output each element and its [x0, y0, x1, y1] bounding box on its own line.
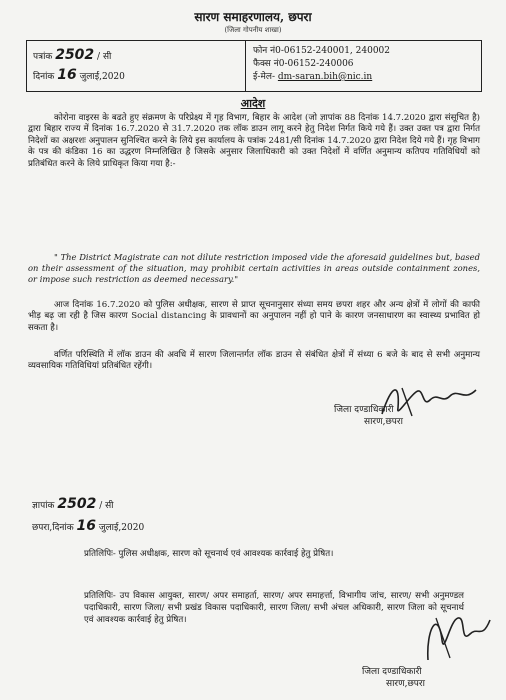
- signatory-title-2: जिला दण्डाधिकारी: [362, 667, 422, 677]
- fax-number: फैक्स नं0-06152-240006: [253, 59, 354, 69]
- memo-reference-block: [32, 494, 144, 538]
- signatory-title-1: जिला दण्डाधिकारी: [334, 405, 394, 415]
- order-paragraph-1-text: कोरोना वाइरस के बढते हुए संक्रमण के परिप्रेक्ष्य में गृह विभाग, बिहार के आदेश (जो ज्ञापांक 88 दिनांक 14.7.2020 द्वारा संसूचित है) द्वारा बिहार राज्य में दिनांक 16.7.2020 से 31.7.2020 तक लॉक डाउन लागू करने हेतु निदेश निर्गत किये गये हैं। उक्त उक्त पत्र द्वारा निर्गत निदेशों का अक्षरशः अनुपालन सुनिश्चित करने के लिये इस कार्यालय के पत्रांक 2481/सी दिनांक 14.7.2020 द्वारा निदेश दिये गये हैं। गृह विभाग के पत्र की कंडिका 16 का उद्धरण निम्नलिखित है जिसके अनुसार जिलाधिकारी को उक्त निदेशों में वर्णित अनुमान्य कतिपय गतिविधियों को प्रतिबंधित करने के लिये प्राधिकृत किया गया है:-: [28, 113, 480, 169]
- order-paragraph-2: [28, 300, 480, 334]
- copy-to-sp: प्रतिलिपिः- पुलिस अधीक्षक, सारण को सूचनार्थ एवं आवश्यक कार्रवाई हेतु प्रेषित।: [84, 549, 334, 559]
- signature-block-1: [334, 404, 403, 428]
- letter-header-box: [26, 40, 482, 92]
- signatory-place-1: सारण,छपरा: [364, 417, 403, 427]
- date-rest: जुलाई,2020: [79, 72, 125, 82]
- order-quote-text: " The District Magistrate can not dilute restriction imposed vide the aforesaid guidelines but, based on their assessment of the situation, may prohibit certain activities in areas outside containment zones, or impose such restriction as deemed necessary.": [28, 252, 480, 284]
- memo-date-day: 16: [76, 518, 97, 534]
- signature-scribble-2: [420, 600, 496, 666]
- copy-to-officials: प्रतिलिपिः- उप विकास आयुक्त, सारण/ अपर समाहर्ता, सारण/ अपर समाहर्त्ता, विभागीय जांच, सारण/ सभी अनुमण्डल पदाधिकारी, सारण जिला/ सभी प्रखंड विकास पदाधिकारी, सारण जिला/ सभी अंचल अधिकारी, सारण जिला को सूचनार्थ एवं आवश्यक कार्रवाई हेतु प्रेषित।: [84, 591, 464, 625]
- memo-date-label: छपरा,दिनांक: [32, 523, 74, 533]
- reference-block: [33, 45, 239, 85]
- patrank-label: पत्रांक: [33, 52, 53, 62]
- order-paragraph-1: [28, 113, 480, 170]
- email-label: ई-मेल-: [253, 72, 275, 82]
- order-title: आदेश: [240, 97, 266, 110]
- signatory-place-2: सारण,छपरा: [386, 679, 425, 689]
- memo-date-rest: जुलाई,2020: [98, 523, 145, 533]
- office-name: सारण समाहरणालय, छपरा: [194, 10, 312, 24]
- patrank-suffix: / सी: [97, 52, 112, 62]
- order-paragraph-3: [28, 350, 480, 373]
- signature-block-2: [362, 666, 425, 690]
- contact-block: [253, 45, 479, 84]
- office-subtitle: (जिला गोपनीय शाखा): [224, 26, 282, 34]
- date-label: दिनांक: [33, 72, 55, 82]
- order-paragraph-2-text: आज दिनांक 16.7.2020 को पुलिस अधीक्षक, सारण से प्राप्त सूचनानुसार संध्या समय छपरा शहर और अन्य क्षेत्रों में लोगों की काफी भीड़ बढ़ जा रही है जिस कारण Social distancing के प्रावधानों का अनुपालन नहीं हो पाने के कारण जनसाधारण का स्वास्थ्य प्रभावित हो सकता है।: [28, 300, 480, 333]
- gyapank-number: 2502: [57, 496, 97, 512]
- date-day: 16: [57, 67, 77, 83]
- order-paragraph-3-text: वर्णित परिस्थिति में लॉक डाउन की अवधि में सारण जिलान्तर्गत लॉक डाउन से संबंधित क्षेत्रों में संध्या 6 बजे के बाद से सभी अनुमान्य व्यवसायिक गतिविधियां प्रतिबंधित रहेंगी।: [28, 350, 480, 372]
- patrank-number: 2502: [55, 47, 95, 63]
- header-divider: [245, 41, 246, 91]
- gyapank-label: ज्ञापांक: [32, 501, 55, 511]
- phone-number: फोन नं0-06152-240001, 240002: [253, 46, 390, 56]
- gyapank-suffix: / सी: [99, 501, 114, 511]
- order-quote: [28, 252, 480, 285]
- email-address: dm-saran.bih@nic.in: [277, 72, 373, 82]
